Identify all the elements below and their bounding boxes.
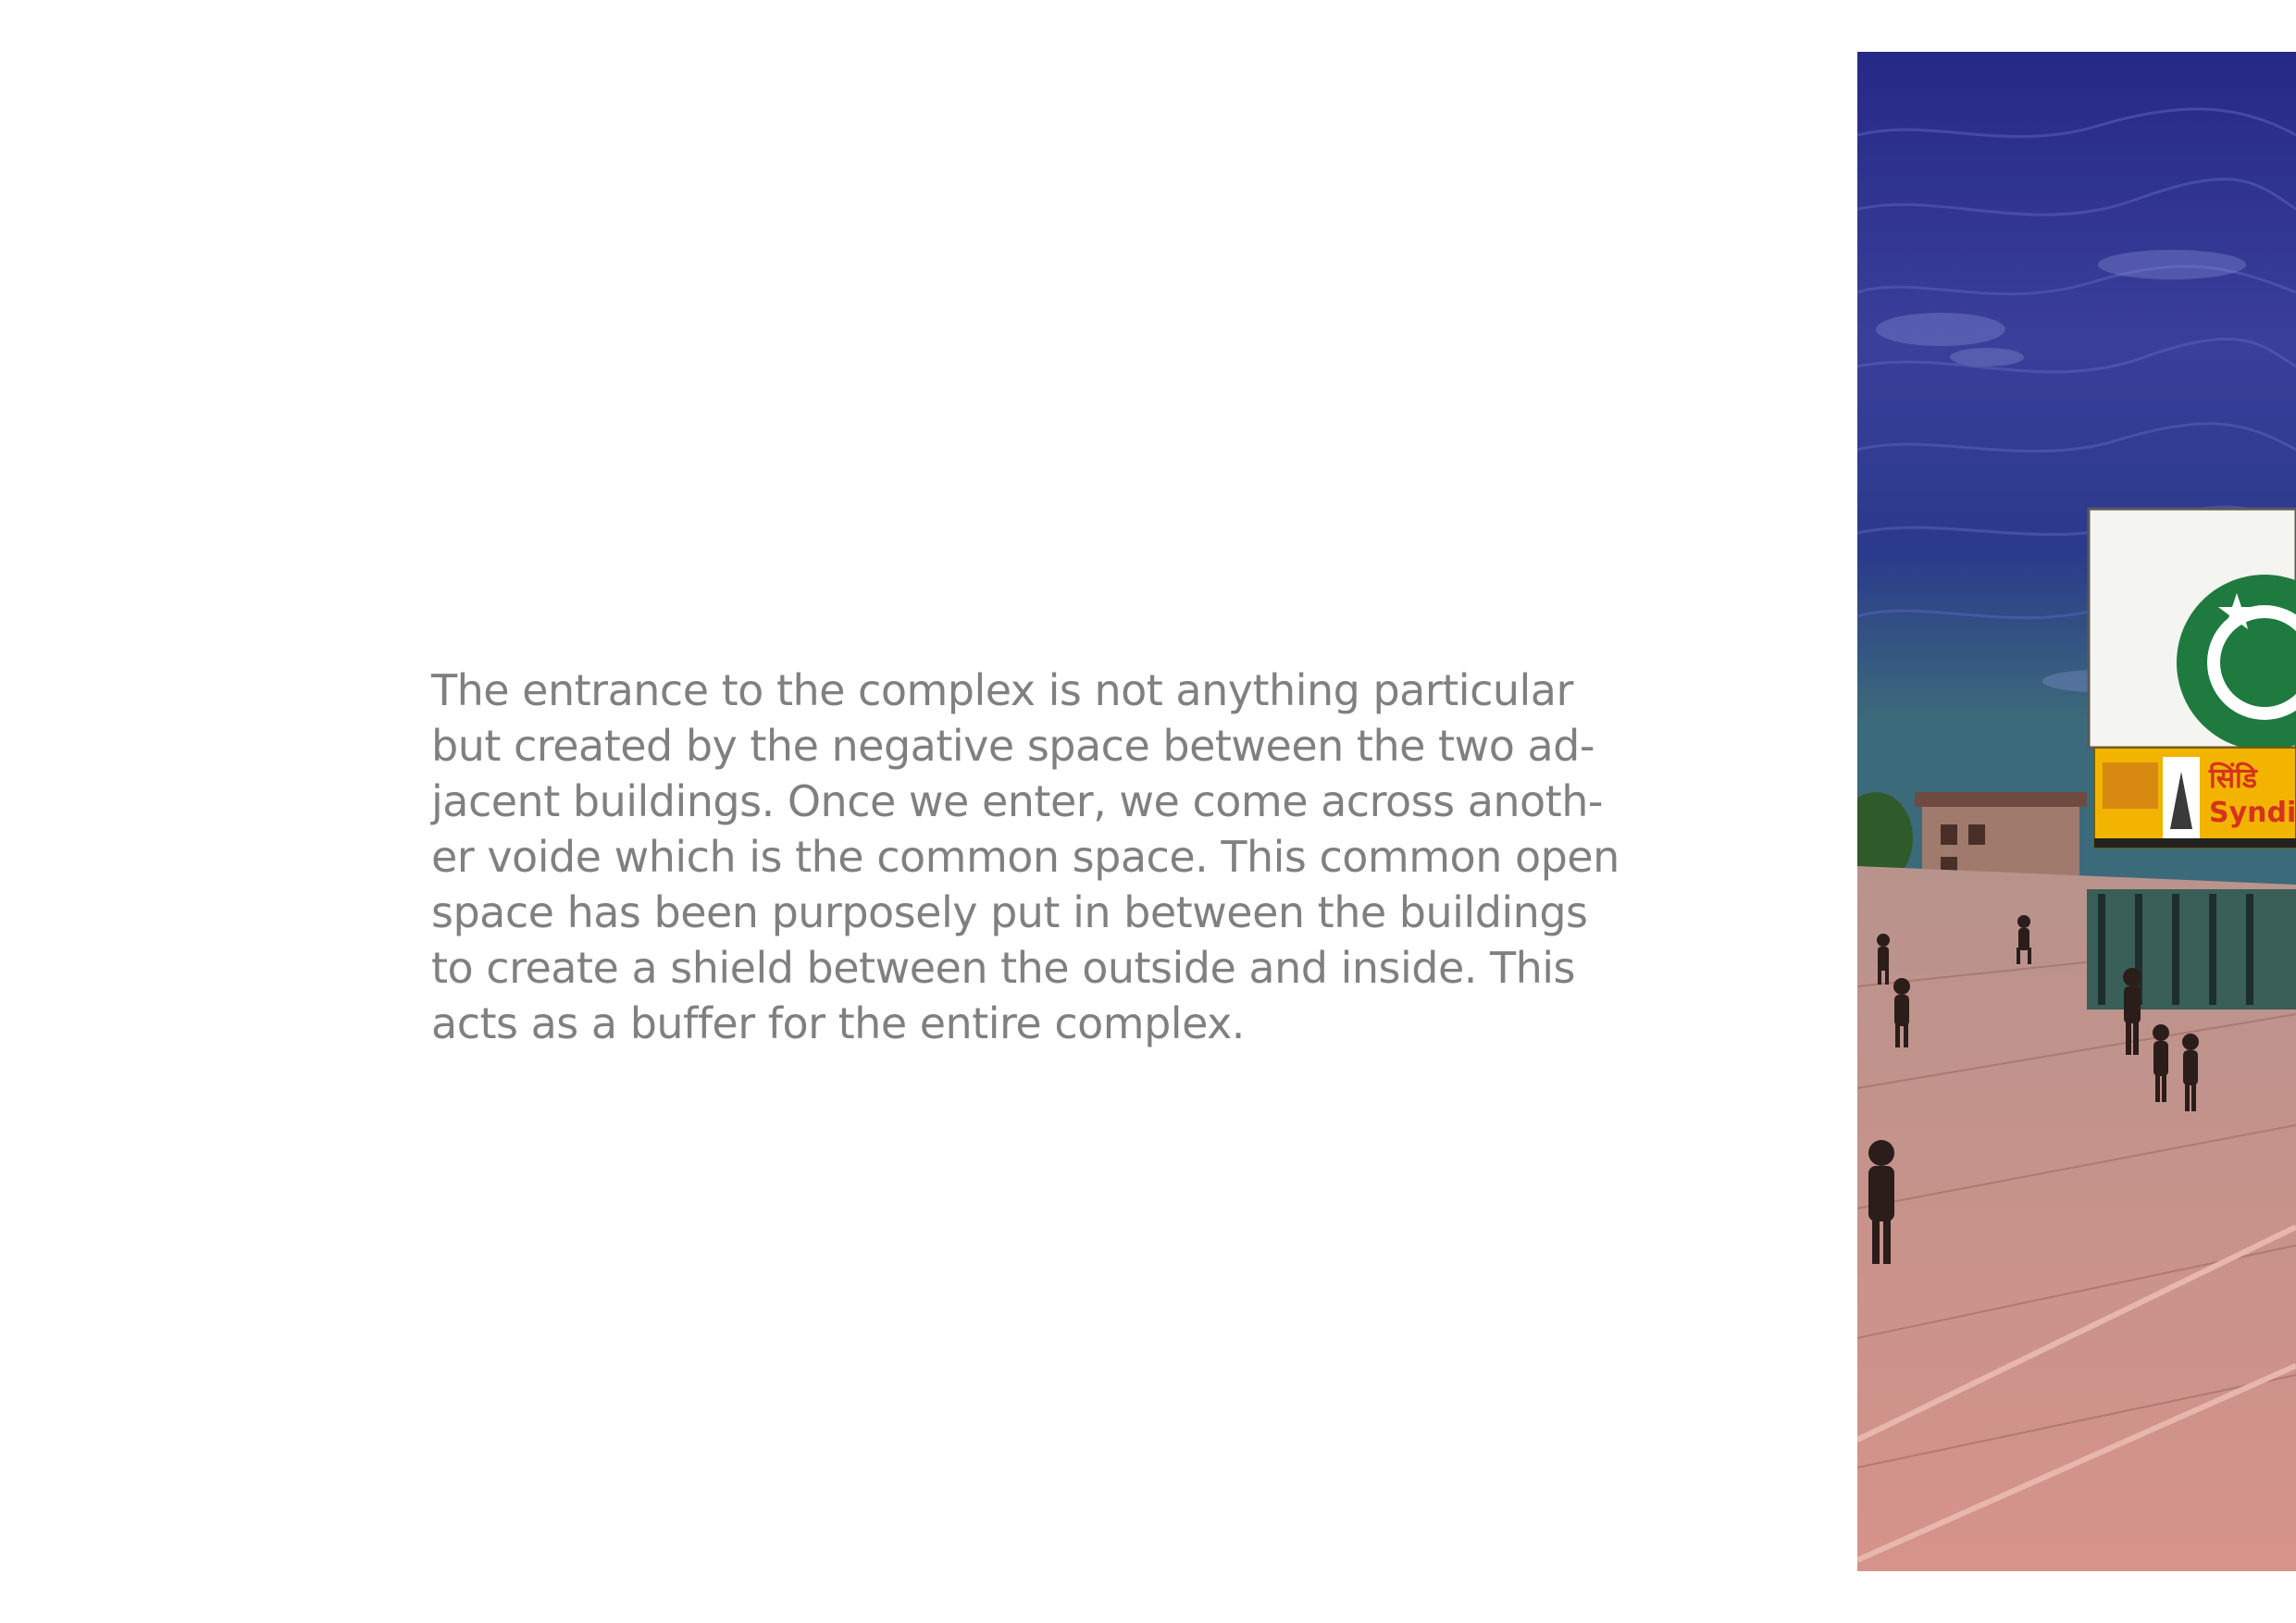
billboard: [2089, 509, 2296, 750]
description-line: but created by the negative space between the two ad-: [431, 721, 1595, 771]
storefront-building: [2087, 889, 2296, 1010]
bank-sign-text-latin: Syndi: [2209, 797, 2296, 829]
bank-sign-text-devanagari: सिंडि: [2209, 762, 2257, 795]
description-line: acts as a buffer for the entire complex.: [431, 998, 1245, 1048]
bank-sign: [2094, 748, 2296, 848]
description-paragraph: [431, 663, 1620, 1051]
description-line: The entrance to the complex is not anything particular: [431, 665, 1573, 715]
render-illustration: [1857, 52, 2296, 1571]
architectural-render-image: [1857, 52, 2296, 1571]
description-line: jacent buildings. Once we enter, we come across anoth-: [431, 776, 1603, 826]
description-line: to create a shield between the outside and inside. This: [431, 943, 1575, 993]
description-line: er voide which is the common space. This common open: [431, 832, 1620, 882]
description-line: space has been purposely put in between the buildings: [431, 887, 1588, 937]
